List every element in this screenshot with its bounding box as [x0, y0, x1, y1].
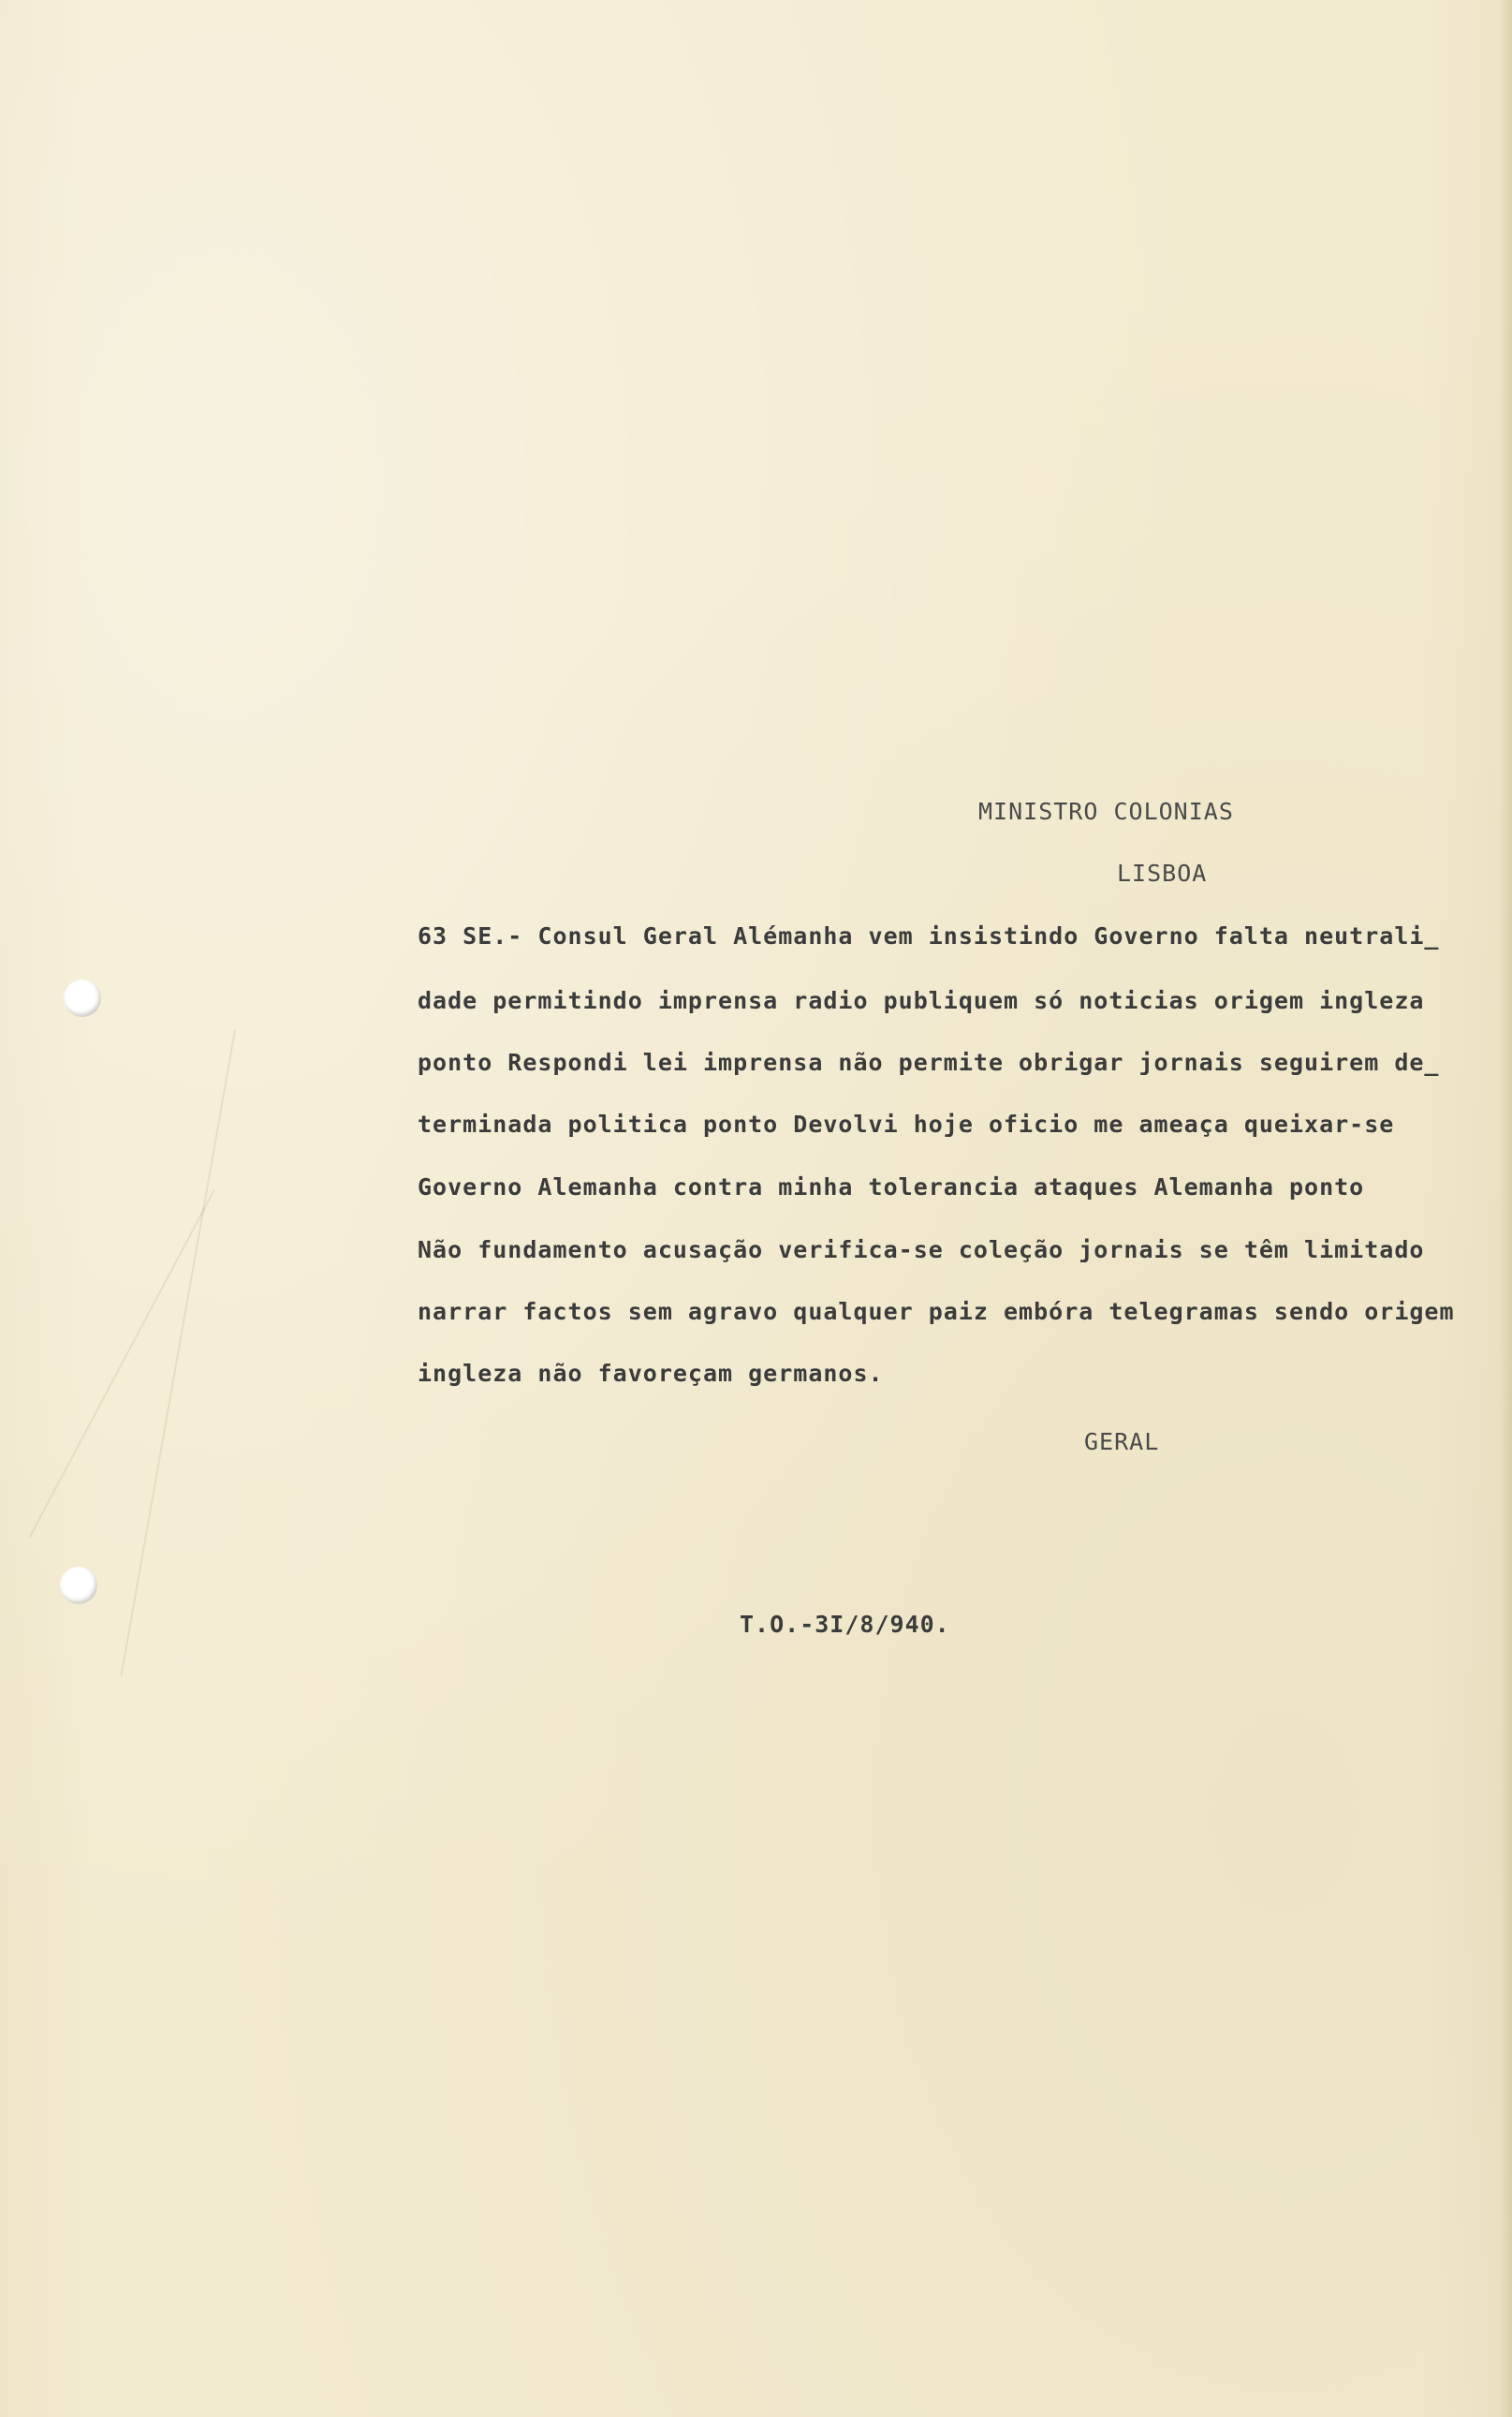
body-line: narrar factos sem agravo qualquer paiz embóra telegramas sendo origem	[418, 1298, 1455, 1325]
reference-code: T.O.-3I/8/940.	[740, 1611, 950, 1638]
body-line: ingleza não favoreçam germanos.	[418, 1360, 884, 1387]
body-line: Governo Alemanha contra minha tolerancia ataques Alemanha ponto	[418, 1173, 1365, 1201]
body-line: 63 SE.- Consul Geral Alémanha vem insistindo Governo falta neutrali_	[418, 922, 1440, 950]
addressee-line: MINISTRO COLONIAS	[978, 798, 1234, 825]
punch-hole-bottom	[60, 1567, 97, 1604]
punch-hole-top	[64, 980, 101, 1017]
body-line: dade permitindo imprensa radio publiquem só noticias origem ingleza	[418, 987, 1425, 1014]
signature: GERAL	[1084, 1428, 1160, 1455]
page-edge-shadow	[1499, 0, 1512, 2417]
city-line: LISBOA	[1117, 860, 1208, 887]
body-line: Não fundamento acusação verifica-se coleção jornais se têm limitado	[418, 1236, 1425, 1263]
body-line: ponto Respondi lei imprensa não permite obrigar jornais seguirem de_	[418, 1049, 1440, 1076]
paper-crease	[29, 1189, 215, 1538]
paper-crease	[120, 1030, 236, 1676]
body-line: terminada politica ponto Devolvi hoje oficio me ameaça queixar-se	[418, 1111, 1395, 1138]
